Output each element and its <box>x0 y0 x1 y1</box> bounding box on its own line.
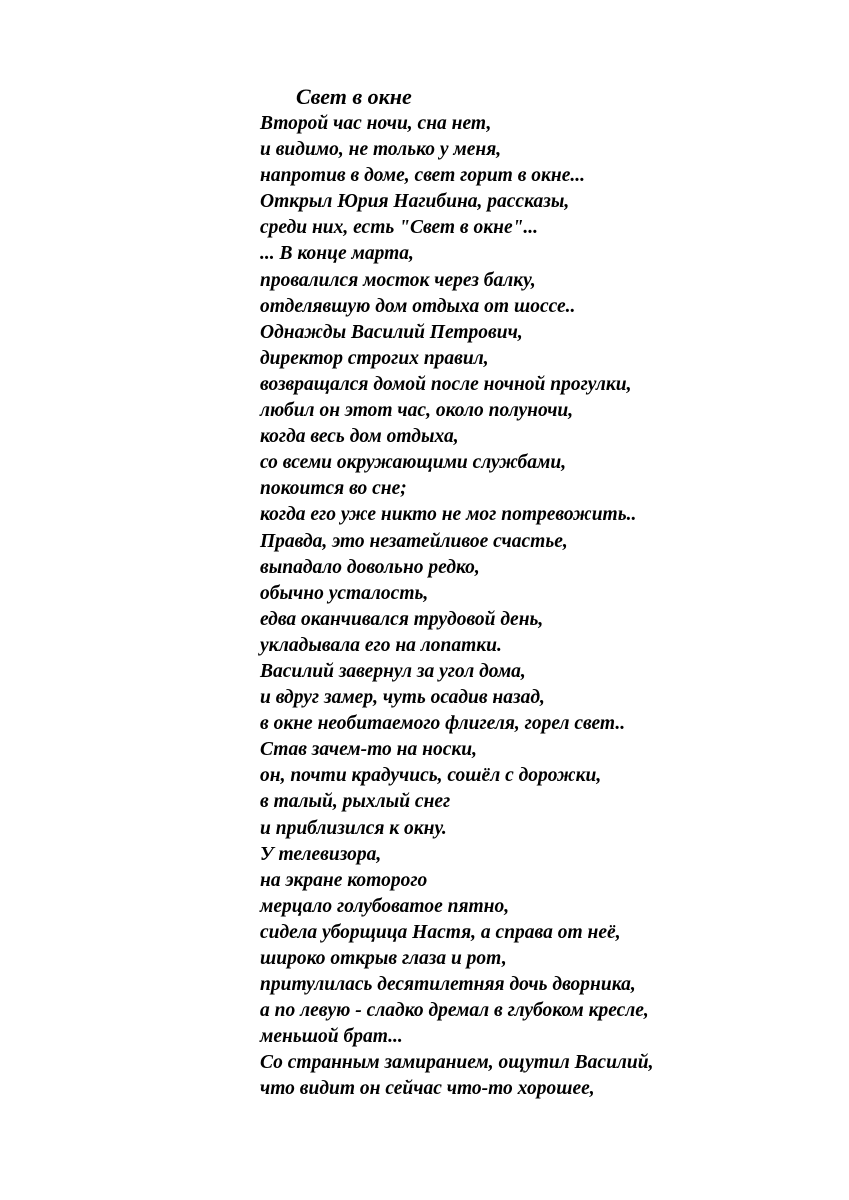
poem-line: широко открыв глаза и рот, <box>260 948 507 969</box>
poem-line: на экране которого <box>260 869 428 891</box>
poem-line: Однажды Василий Петрович, <box>260 321 523 343</box>
poem-line: выпадало довольно редко, <box>260 556 480 578</box>
poem-line: обычно усталость, <box>260 582 429 604</box>
poem-line: отделявшую дом отдыха от шоссе.. <box>260 295 576 317</box>
poem-line: ... В конце марта, <box>260 243 414 265</box>
poem-line: едва оканчивался трудовой день, <box>260 608 544 630</box>
poem-line: Став зачем-то на носки, <box>260 739 477 761</box>
poem-line: любил он этот час, около полуночи, <box>260 400 574 422</box>
poem-line: Второй час ночи, сна нет, <box>260 113 492 134</box>
poem-line: когда его уже никто не мог потревожить.. <box>260 504 637 526</box>
poem-line: Со странным замиранием, ощутил Василий, <box>260 1052 654 1074</box>
poem-lines <box>260 111 820 1103</box>
poem-line: и вдруг замер, чуть осадив назад, <box>260 687 545 709</box>
poem-line: со всеми окружающими службами, <box>260 452 567 474</box>
poem-line: меньшой брат... <box>260 1026 403 1048</box>
poem-line: в окне необитаемого флигеля, горел свет.. <box>260 713 626 735</box>
poem-line: Василий завернул за угол дома, <box>260 660 526 682</box>
poem-line: укладывала его на лопатки. <box>260 634 502 656</box>
poem-line: и видимо, не только у меня, <box>260 139 502 161</box>
poem-line: среди них, есть "Свет в окне"... <box>260 217 539 239</box>
poem-line: когда весь дом отдыха, <box>260 426 459 448</box>
poem-line: и приблизился к окну. <box>260 817 447 839</box>
poem-line: напротив в доме, свет горит в окне... <box>260 165 586 187</box>
poem-line: У телевизора, <box>260 843 382 865</box>
poem-line: директор строгих правил, <box>260 347 489 369</box>
poem-line: Правда, это незатейливое счастье, <box>260 530 568 552</box>
poem-line: что видит он сейчас что-то хорошее, <box>260 1078 595 1100</box>
poem-line: в талый, рыхлый снег <box>260 791 451 813</box>
poem-line: сидела уборщица Настя, а справа от неё, <box>260 921 621 943</box>
poem-line: мерцало голубоватое пятно, <box>260 895 510 917</box>
poem-title: Свет в окне <box>296 84 412 109</box>
poem-line: притулилась десятилетняя дочь дворника, <box>260 974 636 996</box>
poem-line: а по левую - сладко дремал в глубоком кресле, <box>260 1000 649 1022</box>
poem-line: провалился мосток через балку, <box>260 269 536 291</box>
poem-line: он, почти крадучись, сошёл с дорожки, <box>260 765 602 787</box>
poem-line: Открыл Юрия Нагибина, рассказы, <box>260 191 570 213</box>
poem <box>260 83 820 1103</box>
poem-line: возвращался домой после ночной прогулки, <box>260 373 632 395</box>
poem-line: покоится во сне; <box>260 478 407 500</box>
